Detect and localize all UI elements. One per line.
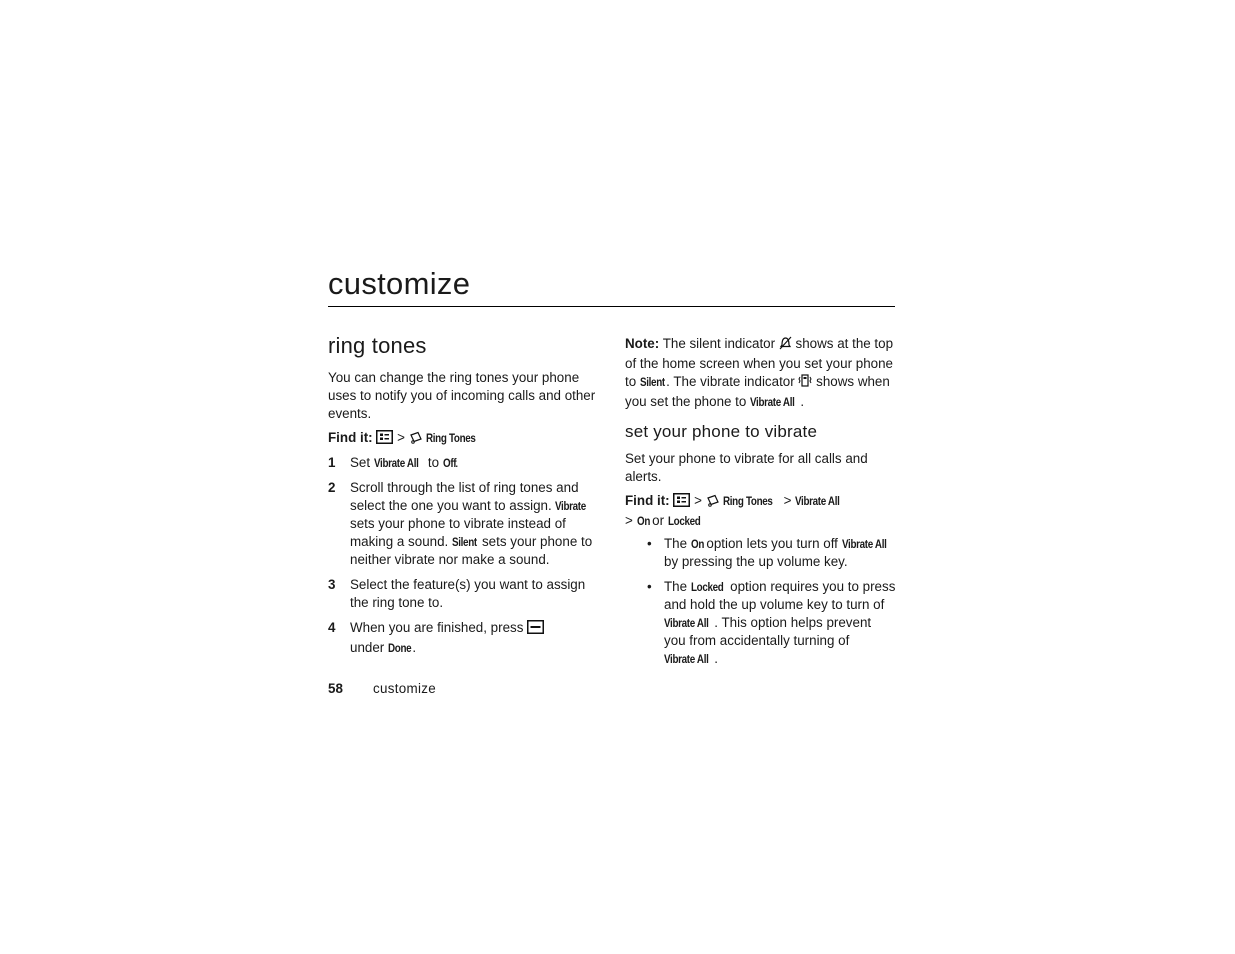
menu-vibrate-all: Vibrate All	[795, 494, 840, 508]
bullet-locked-option	[647, 578, 897, 666]
text: shows when you set the phone to	[625, 374, 890, 409]
menu-vibrate-all: Vibrate All	[664, 652, 709, 666]
text: shows at the top of the home screen when you set your phone to	[625, 336, 894, 389]
path-separator: >	[694, 493, 702, 508]
menu-on: On	[690, 537, 704, 551]
vibrate-indicator-icon	[798, 373, 812, 393]
find-it-vibrate	[625, 492, 897, 530]
path-separator: >	[783, 493, 792, 508]
subsection-title-vibrate: set your phone to vibrate	[625, 422, 818, 441]
menu-vibrate-all: Vibrate All	[750, 395, 795, 409]
step-1	[328, 454, 600, 472]
menu-silent: Silent	[639, 375, 665, 389]
menu-ring-tones: Ring Tones	[723, 494, 773, 508]
text: .	[800, 394, 805, 409]
text: to	[424, 455, 443, 470]
menu-key-icon	[376, 430, 393, 449]
bullet-text	[664, 535, 896, 571]
text: under	[350, 640, 388, 655]
text: option lets you turn off	[702, 536, 842, 551]
note-label: Note:	[625, 336, 660, 351]
menu-locked: Locked	[667, 514, 701, 528]
ring-tones-intro: You can change the ring tones your phone uses to notify you of incoming calls and other events.	[328, 370, 596, 421]
title-divider	[328, 306, 895, 307]
text: The	[664, 579, 691, 594]
step-number: 1	[328, 455, 336, 470]
text: .	[454, 455, 459, 470]
text: by pressing the up volume key.	[664, 554, 848, 569]
note-paragraph	[625, 335, 897, 411]
text: . The vibrate indicator	[666, 374, 799, 389]
vibrate-intro: Set your phone to vibrate for all calls and alerts.	[625, 451, 868, 484]
page-number: 58	[328, 681, 343, 696]
step-text	[350, 619, 600, 657]
ring-tones-bell-icon	[409, 431, 423, 449]
text: The silent indicator	[659, 336, 779, 351]
menu-ring-tones: Ring Tones	[426, 431, 476, 445]
text: option requires you to press and hold the up volume key to turn of	[664, 579, 896, 612]
bullet-dot: •	[647, 579, 652, 594]
ring-tones-bell-icon	[706, 494, 720, 512]
menu-on: On	[636, 514, 650, 528]
step-number: 2	[328, 480, 336, 495]
step-text	[350, 454, 600, 472]
step-number: 3	[328, 577, 336, 592]
menu-off: Off	[442, 456, 456, 470]
bullet-on-option	[647, 535, 897, 571]
text: . This option helps prevent you from accidentally turning of	[664, 615, 872, 648]
path-separator: >	[397, 430, 405, 445]
or-text: or	[652, 513, 665, 528]
step-text: Select the feature(s) you want to assign the ring tone to.	[350, 577, 586, 610]
menu-vibrate-all: Vibrate All	[664, 616, 709, 630]
step-text	[350, 479, 600, 569]
find-it-ring-tones	[328, 429, 600, 449]
bullet-text	[664, 578, 896, 668]
menu-key-icon	[673, 493, 690, 512]
menu-vibrate: Vibrate	[555, 499, 587, 513]
section-title-ring-tones: ring tones	[328, 333, 427, 358]
text: When you are finished, press	[350, 620, 528, 635]
path-separator: >	[625, 513, 633, 528]
text: sets your phone to neither vibrate nor make a sound.	[350, 534, 593, 567]
chapter-title: customize	[328, 266, 471, 301]
text: Scroll through the list of ring tones and select the one you want to assign.	[350, 480, 579, 513]
menu-done: Done	[387, 641, 412, 655]
step-4	[328, 619, 600, 655]
text: sets your phone to vibrate instead of making a sound.	[350, 516, 566, 549]
menu-silent: Silent	[451, 535, 477, 549]
soft-key-icon	[527, 620, 544, 639]
menu-vibrate-all: Vibrate All	[373, 456, 419, 470]
step-3	[328, 576, 600, 612]
text: .	[714, 651, 719, 666]
bullet-dot: •	[647, 536, 652, 551]
silent-indicator-icon	[779, 336, 792, 355]
find-it-label: Find it:	[328, 430, 373, 445]
footer-section-label: customize	[373, 681, 436, 696]
text: Set	[350, 455, 374, 470]
step-number: 4	[328, 620, 336, 635]
text: .	[412, 640, 417, 655]
step-2	[328, 479, 600, 569]
menu-vibrate-all: Vibrate All	[841, 537, 887, 551]
menu-locked: Locked	[690, 580, 724, 594]
text: The	[664, 536, 691, 551]
find-it-label: Find it:	[625, 493, 670, 508]
manual-page	[328, 0, 895, 954]
